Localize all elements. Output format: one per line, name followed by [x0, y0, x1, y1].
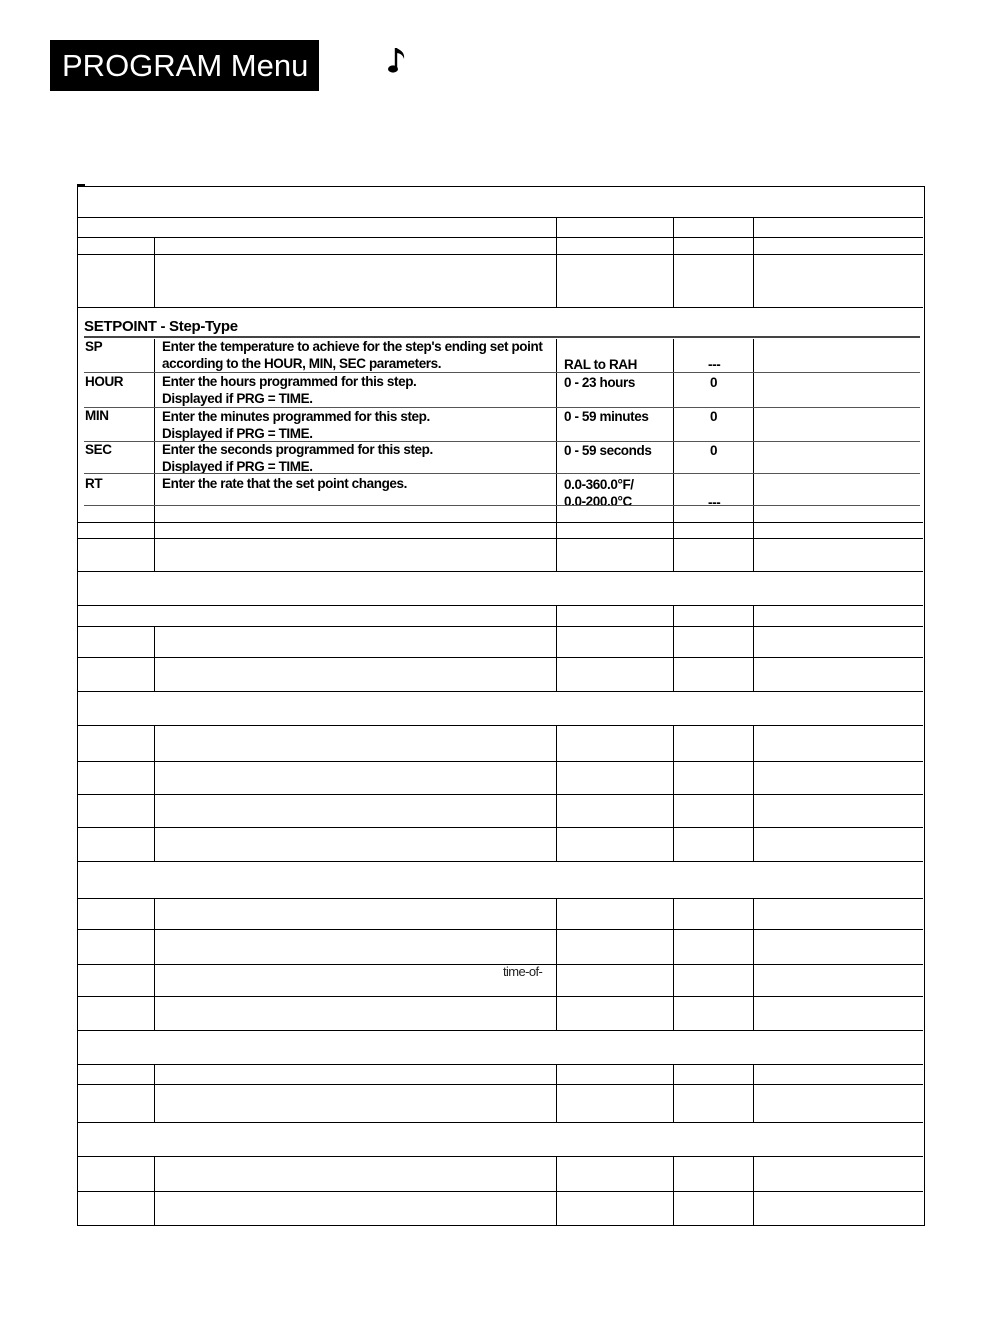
table-row: [78, 627, 923, 658]
table-row: [78, 1192, 923, 1225]
param-rt: RT: [85, 476, 103, 491]
param-sec-range: 0 - 59 seconds: [564, 443, 652, 458]
param-hour-range: 0 - 23 hours: [564, 375, 635, 390]
param-min-desc-2: Displayed if PRG = TIME.: [162, 426, 313, 441]
param-min: MIN: [85, 408, 109, 423]
table-row: [78, 218, 923, 238]
param-sp-default: ---: [708, 357, 721, 372]
param-sp-range: RAL to RAH: [564, 357, 637, 372]
param-sp-desc-1: Enter the temperature to achieve for the step's ending set point: [162, 339, 543, 354]
param-min-range: 0 - 59 minutes: [564, 409, 649, 424]
param-sp: SP: [85, 339, 103, 354]
table-section-band: [78, 1031, 923, 1065]
param-sec-desc-1: Enter the seconds programmed for this step.: [162, 442, 433, 457]
music-note-icon: [387, 44, 413, 76]
table-row: [78, 726, 923, 762]
param-rt-range-1: 0.0-360.0°F/: [564, 477, 634, 492]
param-sec: SEC: [85, 442, 112, 457]
table-row: [78, 238, 923, 255]
table-row: [78, 828, 923, 862]
table-section-band: [78, 1123, 923, 1157]
table-row: [78, 658, 923, 692]
param-hour-desc-1: Enter the hours programmed for this step.: [162, 374, 417, 389]
table-row: [78, 539, 923, 572]
table-row: [78, 762, 923, 795]
table-row: [78, 965, 923, 997]
param-sec-desc-2: Displayed if PRG = TIME.: [162, 459, 313, 474]
table-row: [78, 795, 923, 828]
table-section-band: [78, 572, 923, 606]
table-row: [78, 997, 923, 1031]
param-hour-default: 0: [710, 375, 718, 390]
param-rt-range-2: 0.0-200.0°C: [564, 494, 632, 509]
row-divider: [84, 473, 920, 474]
table-row: [78, 606, 923, 627]
table-row: [78, 930, 923, 965]
table-row: [78, 1065, 923, 1085]
table-header-band: [78, 187, 923, 218]
page-title: PROGRAM Menu: [50, 40, 319, 91]
param-rt-desc-1: Enter the rate that the set point changes.: [162, 476, 407, 491]
setpoint-section-title: SETPOINT - Step-Type: [84, 318, 238, 335]
param-min-default: 0: [710, 409, 718, 424]
param-sec-default: 0: [710, 443, 718, 458]
table-row: [78, 504, 923, 523]
param-sp-desc-2: according to the HOUR, MIN, SEC parameters.: [162, 356, 442, 371]
table-section-band: [78, 692, 923, 726]
row-divider: [84, 505, 920, 506]
table-row: [78, 1085, 923, 1123]
table-row: [78, 523, 923, 539]
table-row: [78, 255, 923, 308]
fragment-text: time-of-: [503, 964, 543, 979]
table-row: [78, 899, 923, 930]
param-min-desc-1: Enter the minutes programmed for this step.: [162, 409, 430, 424]
param-rt-default: ---: [708, 495, 721, 510]
table-row: [78, 1157, 923, 1192]
param-hour-desc-2: Displayed if PRG = TIME.: [162, 391, 313, 406]
param-hour: HOUR: [85, 374, 124, 389]
table-section-band: [78, 862, 923, 899]
